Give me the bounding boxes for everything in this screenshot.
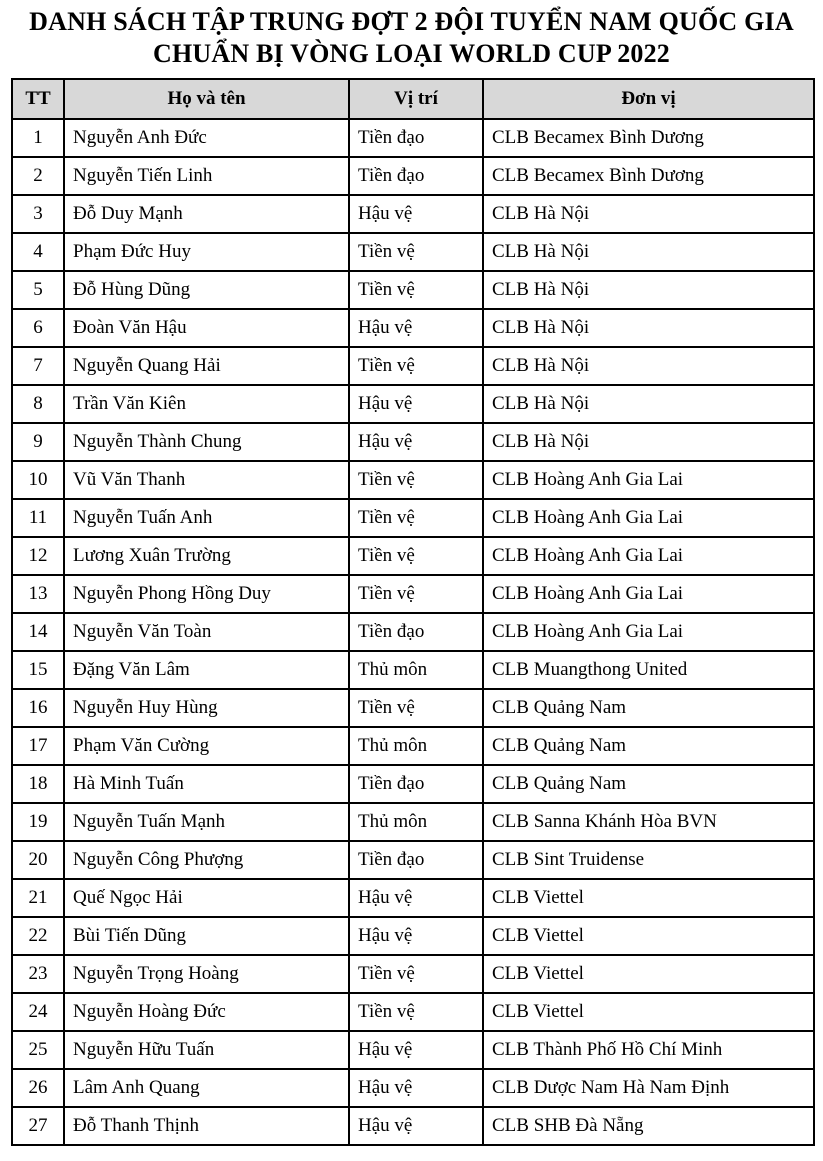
table-row bbox=[12, 841, 814, 879]
cell-name: Đoàn Văn Hậu bbox=[64, 309, 349, 347]
cell-club: CLB Sanna Khánh Hòa BVN bbox=[483, 803, 814, 841]
cell-index: 6 bbox=[12, 309, 64, 347]
table-row bbox=[12, 309, 814, 347]
table-row bbox=[12, 385, 814, 423]
table-row bbox=[12, 233, 814, 271]
cell-position: Tiền vệ bbox=[349, 499, 483, 537]
column-header-tt: TT bbox=[12, 79, 64, 119]
cell-index: 10 bbox=[12, 461, 64, 499]
cell-name: Lương Xuân Trường bbox=[64, 537, 349, 575]
cell-club: CLB Hà Nội bbox=[483, 271, 814, 309]
cell-name: Phạm Đức Huy bbox=[64, 233, 349, 271]
table-row bbox=[12, 917, 814, 955]
cell-club: CLB Hoàng Anh Gia Lai bbox=[483, 499, 814, 537]
column-header-name: Họ và tên bbox=[64, 79, 349, 119]
table-row bbox=[12, 879, 814, 917]
table-row bbox=[12, 119, 814, 157]
cell-name: Nguyễn Anh Đức bbox=[64, 119, 349, 157]
cell-index: 15 bbox=[12, 651, 64, 689]
header-row bbox=[12, 79, 814, 119]
cell-index: 5 bbox=[12, 271, 64, 309]
cell-index: 7 bbox=[12, 347, 64, 385]
table-row bbox=[12, 689, 814, 727]
cell-name: Nguyễn Quang Hải bbox=[64, 347, 349, 385]
cell-club: CLB Hà Nội bbox=[483, 385, 814, 423]
table-row bbox=[12, 955, 814, 993]
cell-club: CLB Hoàng Anh Gia Lai bbox=[483, 575, 814, 613]
cell-name: Nguyễn Hoàng Đức bbox=[64, 993, 349, 1031]
cell-index: 13 bbox=[12, 575, 64, 613]
cell-index: 16 bbox=[12, 689, 64, 727]
cell-name: Quế Ngọc Hải bbox=[64, 879, 349, 917]
cell-name: Đặng Văn Lâm bbox=[64, 651, 349, 689]
cell-name: Lâm Anh Quang bbox=[64, 1069, 349, 1107]
cell-name: Nguyễn Hữu Tuấn bbox=[64, 1031, 349, 1069]
table-body bbox=[12, 119, 814, 1145]
table-row bbox=[12, 537, 814, 575]
cell-club: CLB Quảng Nam bbox=[483, 765, 814, 803]
cell-position: Tiền vệ bbox=[349, 461, 483, 499]
cell-name: Nguyễn Công Phượng bbox=[64, 841, 349, 879]
cell-club: CLB Muangthong United bbox=[483, 651, 814, 689]
table-row bbox=[12, 727, 814, 765]
table-row bbox=[12, 803, 814, 841]
title-line-1: DANH SÁCH TẬP TRUNG ĐỢT 2 ĐỘI TUYỂN NAM QUỐC GIA bbox=[29, 7, 794, 36]
cell-name: Nguyễn Thành Chung bbox=[64, 423, 349, 461]
cell-name: Nguyễn Huy Hùng bbox=[64, 689, 349, 727]
cell-position: Tiền vệ bbox=[349, 233, 483, 271]
cell-club: CLB Hà Nội bbox=[483, 347, 814, 385]
cell-index: 27 bbox=[12, 1107, 64, 1145]
cell-name: Trần Văn Kiên bbox=[64, 385, 349, 423]
cell-index: 24 bbox=[12, 993, 64, 1031]
cell-club: CLB Hà Nội bbox=[483, 423, 814, 461]
cell-club: CLB Viettel bbox=[483, 993, 814, 1031]
table-row bbox=[12, 1107, 814, 1145]
cell-name: Phạm Văn Cường bbox=[64, 727, 349, 765]
cell-position: Tiền vệ bbox=[349, 537, 483, 575]
cell-position: Tiền vệ bbox=[349, 993, 483, 1031]
cell-club: CLB Becamex Bình Dương bbox=[483, 157, 814, 195]
cell-position: Tiền vệ bbox=[349, 271, 483, 309]
cell-name: Nguyễn Trọng Hoàng bbox=[64, 955, 349, 993]
table-row bbox=[12, 575, 814, 613]
table-row bbox=[12, 499, 814, 537]
cell-position: Tiền vệ bbox=[349, 689, 483, 727]
cell-index: 17 bbox=[12, 727, 64, 765]
table-row bbox=[12, 423, 814, 461]
cell-name: Nguyễn Phong Hồng Duy bbox=[64, 575, 349, 613]
cell-index: 23 bbox=[12, 955, 64, 993]
cell-club: CLB Hà Nội bbox=[483, 195, 814, 233]
table-row bbox=[12, 651, 814, 689]
cell-position: Hậu vệ bbox=[349, 423, 483, 461]
cell-position: Hậu vệ bbox=[349, 1031, 483, 1069]
cell-index: 2 bbox=[12, 157, 64, 195]
cell-club: CLB Hà Nội bbox=[483, 233, 814, 271]
cell-position: Tiền đạo bbox=[349, 613, 483, 651]
cell-index: 14 bbox=[12, 613, 64, 651]
table-row bbox=[12, 271, 814, 309]
cell-club: CLB Hoàng Anh Gia Lai bbox=[483, 613, 814, 651]
table-row bbox=[12, 461, 814, 499]
cell-position: Tiền vệ bbox=[349, 347, 483, 385]
cell-index: 22 bbox=[12, 917, 64, 955]
cell-index: 11 bbox=[12, 499, 64, 537]
cell-name: Đỗ Duy Mạnh bbox=[64, 195, 349, 233]
page-title bbox=[8, 6, 815, 69]
cell-position: Hậu vệ bbox=[349, 1107, 483, 1145]
cell-club: CLB SHB Đà Nẵng bbox=[483, 1107, 814, 1145]
players-table bbox=[11, 78, 815, 1146]
cell-position: Thủ môn bbox=[349, 803, 483, 841]
cell-position: Hậu vệ bbox=[349, 195, 483, 233]
table-row bbox=[12, 157, 814, 195]
cell-club: CLB Viettel bbox=[483, 955, 814, 993]
cell-position: Thủ môn bbox=[349, 651, 483, 689]
cell-position: Tiền vệ bbox=[349, 955, 483, 993]
cell-club: CLB Thành Phố Hồ Chí Minh bbox=[483, 1031, 814, 1069]
cell-position: Tiền đạo bbox=[349, 119, 483, 157]
column-header-position: Vị trí bbox=[349, 79, 483, 119]
cell-name: Vũ Văn Thanh bbox=[64, 461, 349, 499]
cell-position: Hậu vệ bbox=[349, 917, 483, 955]
table-row bbox=[12, 195, 814, 233]
cell-position: Hậu vệ bbox=[349, 385, 483, 423]
cell-index: 26 bbox=[12, 1069, 64, 1107]
cell-index: 1 bbox=[12, 119, 64, 157]
table-row bbox=[12, 613, 814, 651]
cell-index: 3 bbox=[12, 195, 64, 233]
cell-club: CLB Quảng Nam bbox=[483, 689, 814, 727]
cell-position: Hậu vệ bbox=[349, 879, 483, 917]
cell-name: Đỗ Hùng Dũng bbox=[64, 271, 349, 309]
table-row bbox=[12, 765, 814, 803]
cell-club: CLB Sint Truidense bbox=[483, 841, 814, 879]
cell-index: 25 bbox=[12, 1031, 64, 1069]
cell-club: CLB Viettel bbox=[483, 917, 814, 955]
cell-name: Hà Minh Tuấn bbox=[64, 765, 349, 803]
cell-name: Đỗ Thanh Thịnh bbox=[64, 1107, 349, 1145]
cell-club: CLB Quảng Nam bbox=[483, 727, 814, 765]
table-row bbox=[12, 347, 814, 385]
column-header-club: Đơn vị bbox=[483, 79, 814, 119]
cell-index: 4 bbox=[12, 233, 64, 271]
cell-index: 20 bbox=[12, 841, 64, 879]
cell-club: CLB Hoàng Anh Gia Lai bbox=[483, 461, 814, 499]
cell-position: Tiền đạo bbox=[349, 841, 483, 879]
table-row bbox=[12, 993, 814, 1031]
table-row bbox=[12, 1031, 814, 1069]
cell-name: Nguyễn Tiến Linh bbox=[64, 157, 349, 195]
cell-club: CLB Viettel bbox=[483, 879, 814, 917]
title-line-2: CHUẨN BỊ VÒNG LOẠI WORLD CUP 2022 bbox=[152, 38, 671, 68]
cell-name: Nguyễn Tuấn Anh bbox=[64, 499, 349, 537]
cell-index: 19 bbox=[12, 803, 64, 841]
cell-position: Hậu vệ bbox=[349, 1069, 483, 1107]
cell-position: Tiền đạo bbox=[349, 157, 483, 195]
cell-name: Nguyễn Tuấn Mạnh bbox=[64, 803, 349, 841]
cell-index: 21 bbox=[12, 879, 64, 917]
cell-position: Tiền đạo bbox=[349, 765, 483, 803]
cell-index: 12 bbox=[12, 537, 64, 575]
cell-club: CLB Hà Nội bbox=[483, 309, 814, 347]
cell-position: Thủ môn bbox=[349, 727, 483, 765]
cell-position: Hậu vệ bbox=[349, 309, 483, 347]
cell-index: 9 bbox=[12, 423, 64, 461]
cell-index: 18 bbox=[12, 765, 64, 803]
cell-club: CLB Dược Nam Hà Nam Định bbox=[483, 1069, 814, 1107]
cell-position: Tiền vệ bbox=[349, 575, 483, 613]
cell-club: CLB Becamex Bình Dương bbox=[483, 119, 814, 157]
table-row bbox=[12, 1069, 814, 1107]
cell-name: Bùi Tiến Dũng bbox=[64, 917, 349, 955]
cell-name: Nguyễn Văn Toàn bbox=[64, 613, 349, 651]
cell-index: 8 bbox=[12, 385, 64, 423]
cell-club: CLB Hoàng Anh Gia Lai bbox=[483, 537, 814, 575]
